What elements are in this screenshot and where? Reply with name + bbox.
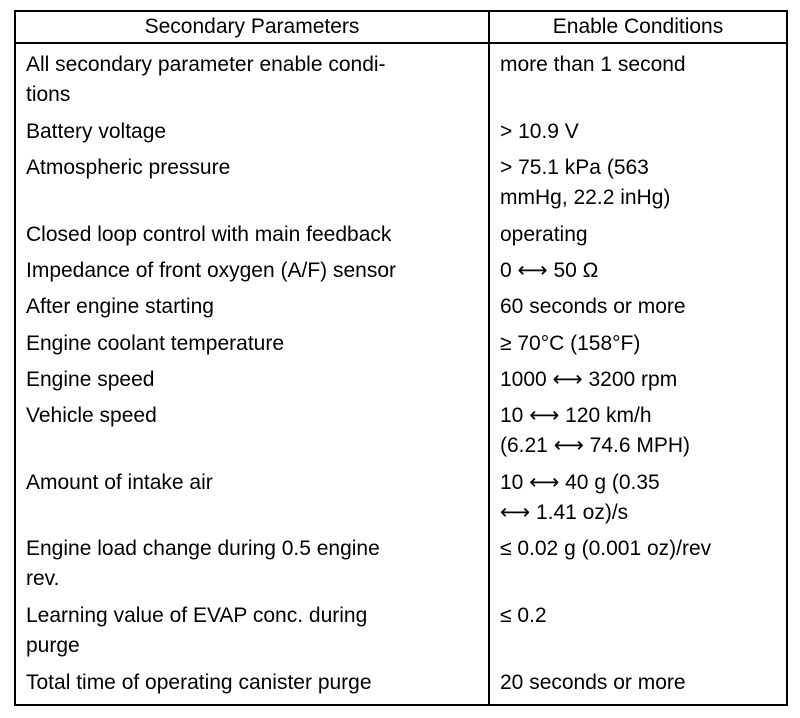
parameter-cell: Engine coolant temperature <box>15 329 489 365</box>
table-row <box>15 601 787 668</box>
header-row <box>15 11 787 43</box>
condition-cell: more than 1 second <box>489 43 787 117</box>
condition-cell: 1000 ⟷ 3200 rpm <box>489 365 787 401</box>
table-row <box>15 43 787 117</box>
condition-cell: 0 ⟷ 50 Ω <box>489 256 787 292</box>
parameter-cell: Impedance of front oxygen (A/F) sensor <box>15 256 489 292</box>
parameter-cell: After engine starting <box>15 292 489 328</box>
table-row <box>15 117 787 153</box>
table-row <box>15 153 787 220</box>
condition-cell: ≤ 0.2 <box>489 601 787 668</box>
parameter-cell: Battery voltage <box>15 117 489 153</box>
table-row <box>15 365 787 401</box>
parameter-cell: Vehicle speed <box>15 401 489 468</box>
parameter-cell: Engine speed <box>15 365 489 401</box>
table-row <box>15 292 787 328</box>
table-row <box>15 401 787 468</box>
parameter-cell: Amount of intake air <box>15 468 489 535</box>
table-row <box>15 534 787 601</box>
condition-cell: > 10.9 V <box>489 117 787 153</box>
parameter-cell: Engine load change during 0.5 engine rev. <box>15 534 489 601</box>
parameter-cell: Closed loop control with main feedback <box>15 220 489 256</box>
condition-cell: 60 seconds or more <box>489 292 787 328</box>
header-enable-conditions: Enable Conditions <box>489 11 787 43</box>
table-row <box>15 668 787 705</box>
parameter-cell: All secondary parameter enable condi- tions <box>15 43 489 117</box>
enable-conditions-table <box>14 10 788 706</box>
condition-cell: ≤ 0.02 g (0.001 oz)/rev <box>489 534 787 601</box>
table-row <box>15 468 787 535</box>
condition-cell: operating <box>489 220 787 256</box>
condition-cell: 20 seconds or more <box>489 668 787 705</box>
condition-cell: > 75.1 kPa (563 mmHg, 22.2 inHg) <box>489 153 787 220</box>
parameter-cell: Total time of operating canister purge <box>15 668 489 705</box>
parameter-cell: Atmospheric pressure <box>15 153 489 220</box>
condition-cell: 10 ⟷ 40 g (0.35 ⟷ 1.41 oz)/s <box>489 468 787 535</box>
header-secondary-parameters: Secondary Parameters <box>15 11 489 43</box>
table-row <box>15 220 787 256</box>
condition-cell: ≥ 70°C (158°F) <box>489 329 787 365</box>
parameter-cell: Learning value of EVAP conc. during purge <box>15 601 489 668</box>
table-header <box>15 11 787 43</box>
condition-cell: 10 ⟷ 120 km/h (6.21 ⟷ 74.6 MPH) <box>489 401 787 468</box>
table-body <box>15 43 787 705</box>
table-row <box>15 256 787 292</box>
table-row <box>15 329 787 365</box>
